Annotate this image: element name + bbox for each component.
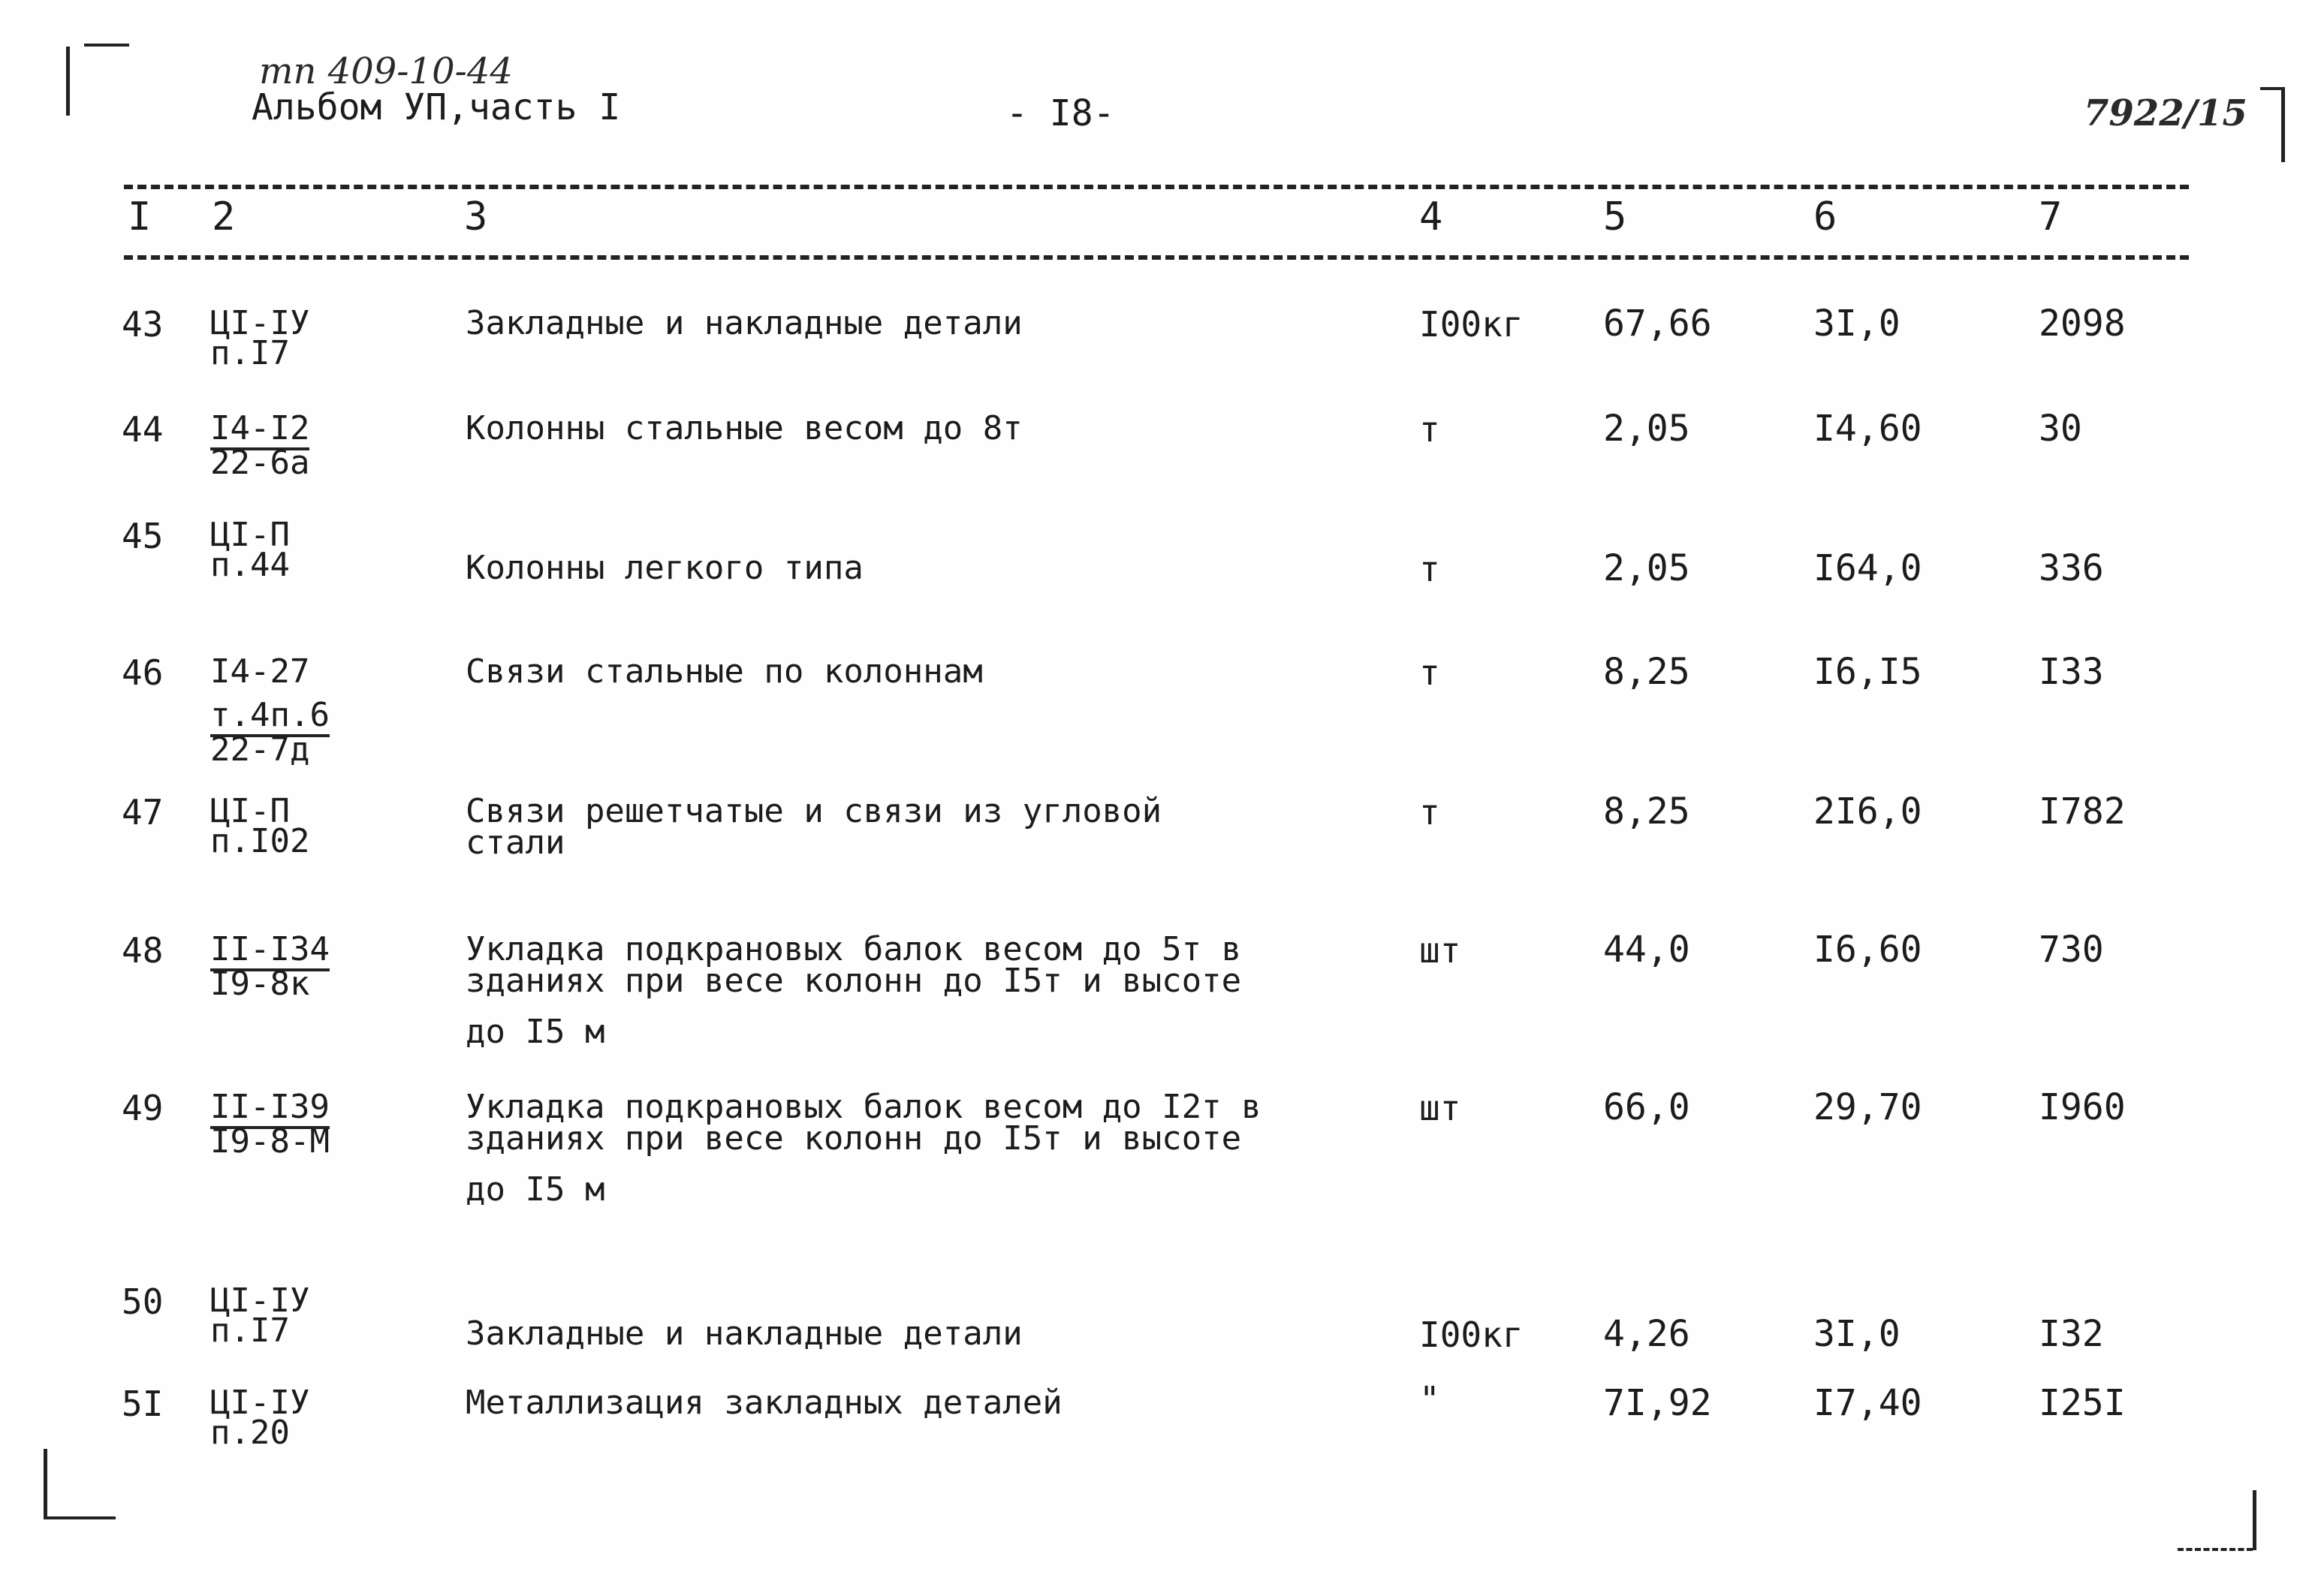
description-line: Закладные и накладные детали bbox=[466, 304, 1023, 342]
norm-reference-denominator: 22-6а bbox=[210, 444, 310, 482]
unit-price: I4,60 bbox=[1813, 408, 1922, 450]
norm-reference-fraction bbox=[210, 698, 330, 767]
total-cost: I25I bbox=[2039, 1382, 2126, 1424]
page-number: - I8- bbox=[1006, 92, 1115, 134]
unit-price: I64,0 bbox=[1813, 547, 1922, 589]
header-bottom-rule bbox=[124, 255, 2189, 260]
unit: " bbox=[1419, 1379, 1440, 1420]
unit: т bbox=[1419, 549, 1440, 589]
norm-reference-numerator: I4-I2 bbox=[210, 411, 309, 450]
corner-mark-bottom-right-horizontal bbox=[2178, 1548, 2253, 1551]
work-description bbox=[466, 306, 1023, 341]
unit: I00кг bbox=[1419, 304, 1524, 345]
unit: т bbox=[1419, 792, 1440, 833]
row-number: 45 bbox=[122, 516, 164, 556]
column-header-6: 6 bbox=[1813, 194, 1837, 239]
norm-reference-code: ЦI-IУ bbox=[210, 1281, 310, 1320]
column-header-1: I bbox=[128, 194, 152, 239]
unit-price: I6,I5 bbox=[1813, 651, 1922, 693]
row-number: 49 bbox=[122, 1088, 164, 1128]
norm-reference bbox=[210, 1281, 310, 1350]
total-cost: 2098 bbox=[2039, 303, 2126, 345]
column-header-4: 4 bbox=[1419, 194, 1443, 239]
description-line: зданиях при весе колонн до I5т и высоте bbox=[466, 962, 1242, 1000]
quantity: 2,05 bbox=[1603, 547, 1690, 589]
corner-mark-top-left-vertical bbox=[66, 47, 70, 116]
norm-reference-code: I4-27 bbox=[210, 652, 310, 691]
quantity: 66,0 bbox=[1603, 1086, 1690, 1128]
column-header-7: 7 bbox=[2039, 194, 2063, 239]
quantity: 8,25 bbox=[1603, 651, 1690, 693]
sheet-reference: 7922/15 bbox=[2084, 92, 2247, 134]
quantity: 2,05 bbox=[1603, 408, 1690, 450]
norm-reference-numerator: II-I39 bbox=[210, 1090, 330, 1129]
unit-price: 3I,0 bbox=[1813, 303, 1901, 345]
description-line: зданиях при весе колонн до I5т и высоте bbox=[466, 1119, 1242, 1158]
norm-reference-denominator: I9-8к bbox=[210, 965, 310, 1003]
description-line: Металлизация закладных деталей bbox=[466, 1384, 1063, 1422]
norm-reference-item: п.I02 bbox=[210, 822, 310, 860]
total-cost: I960 bbox=[2039, 1086, 2126, 1128]
norm-reference-code: ЦI-IУ bbox=[210, 304, 310, 342]
unit-price: I6,60 bbox=[1813, 929, 1922, 971]
description-line: Укладка подкрановых балок весом до 5т в bbox=[466, 930, 1242, 968]
handwritten-project-code: тп 409-10-44 bbox=[259, 50, 513, 92]
norm-reference-numerator: т.4п.6 bbox=[210, 698, 330, 737]
column-header-2: 2 bbox=[212, 194, 236, 239]
total-cost: 30 bbox=[2039, 408, 2082, 450]
norm-reference bbox=[210, 652, 330, 769]
total-cost: 730 bbox=[2039, 929, 2104, 971]
norm-reference-code: ЦI-IУ bbox=[210, 1384, 310, 1422]
unit: шт bbox=[1419, 930, 1461, 971]
unit-price: 3I,0 bbox=[1813, 1313, 1901, 1355]
corner-mark-top-right-vertical bbox=[2281, 87, 2285, 162]
corner-mark-bottom-right-vertical bbox=[2253, 1490, 2256, 1550]
quantity: 67,66 bbox=[1603, 303, 1712, 345]
norm-reference-fraction bbox=[210, 411, 309, 480]
norm-reference-denominator: I9-8-М bbox=[210, 1122, 330, 1161]
quantity: 7I,92 bbox=[1603, 1382, 1712, 1424]
norm-reference-item: п.20 bbox=[210, 1414, 290, 1452]
corner-mark-bottom-left-vertical bbox=[44, 1449, 47, 1519]
norm-reference bbox=[210, 306, 309, 371]
unit: I00кг bbox=[1419, 1314, 1524, 1355]
description-line: Связи стальные по колоннам bbox=[466, 652, 983, 691]
corner-mark-top-left-horizontal bbox=[84, 44, 129, 47]
work-description bbox=[466, 1090, 1262, 1207]
work-description bbox=[466, 411, 1023, 446]
row-number: 5I bbox=[122, 1384, 164, 1424]
norm-reference bbox=[210, 1386, 309, 1450]
album-title: Альбом УП,часть I bbox=[252, 86, 621, 128]
column-header-5: 5 bbox=[1603, 194, 1627, 239]
quantity: 4,26 bbox=[1603, 1313, 1690, 1355]
total-cost: I33 bbox=[2039, 651, 2104, 693]
work-description bbox=[466, 794, 1162, 860]
row-number: 48 bbox=[122, 930, 164, 971]
corner-mark-bottom-left-horizontal bbox=[44, 1516, 116, 1519]
work-description bbox=[466, 1386, 1063, 1420]
unit: т bbox=[1419, 409, 1440, 450]
unit-price: 29,70 bbox=[1813, 1086, 1922, 1128]
quantity: 44,0 bbox=[1603, 929, 1690, 971]
norm-reference-denominator: 22-7д bbox=[210, 730, 310, 769]
norm-reference-numerator: II-I34 bbox=[210, 932, 330, 971]
norm-reference bbox=[210, 932, 330, 1001]
norm-reference bbox=[210, 1090, 330, 1159]
norm-reference bbox=[210, 518, 290, 583]
norm-reference-item: п.I7 bbox=[210, 1311, 290, 1350]
header-top-rule bbox=[124, 185, 2189, 189]
row-number: 46 bbox=[122, 652, 164, 693]
total-cost: I782 bbox=[2039, 790, 2126, 833]
description-line: Колонны стальные весом до 8т bbox=[466, 409, 1023, 447]
quantity: 8,25 bbox=[1603, 790, 1690, 833]
unit: шт bbox=[1419, 1088, 1461, 1128]
total-cost: 336 bbox=[2039, 547, 2104, 589]
norm-reference-code: ЦI-П bbox=[210, 516, 290, 554]
corner-mark-top-right-horizontal bbox=[2260, 87, 2283, 90]
unit-price: 2I6,0 bbox=[1813, 790, 1922, 833]
unit-price: I7,40 bbox=[1813, 1382, 1922, 1424]
row-number: 47 bbox=[122, 792, 164, 833]
description-line: Закладные и накладные детали bbox=[466, 1314, 1023, 1353]
description-line: Колонны легкого типа bbox=[466, 549, 864, 587]
work-description bbox=[466, 551, 864, 586]
column-header-3: 3 bbox=[464, 194, 488, 239]
work-description bbox=[466, 652, 983, 691]
row-number: 43 bbox=[122, 304, 164, 345]
norm-reference-code: ЦI-П bbox=[210, 792, 290, 830]
norm-reference-item: п.44 bbox=[210, 546, 290, 584]
description-line: стали bbox=[466, 824, 565, 862]
description-line: Связи решетчатые и связи из угловой bbox=[466, 792, 1162, 830]
row-number: 44 bbox=[122, 409, 164, 450]
norm-reference bbox=[210, 794, 309, 859]
description-line: до I5 м bbox=[466, 1170, 605, 1209]
unit: т bbox=[1419, 652, 1440, 693]
work-description bbox=[466, 932, 1241, 1049]
row-number: 50 bbox=[122, 1281, 164, 1322]
norm-reference bbox=[210, 411, 309, 480]
norm-reference-item: п.I7 bbox=[210, 334, 290, 372]
norm-reference-fraction bbox=[210, 1090, 330, 1159]
total-cost: I32 bbox=[2039, 1313, 2104, 1355]
description-line: до I5 м bbox=[466, 1013, 605, 1051]
norm-reference-fraction bbox=[210, 932, 330, 1001]
description-line: Укладка подкрановых балок весом до I2т в bbox=[466, 1088, 1262, 1126]
work-description bbox=[466, 1314, 1023, 1353]
